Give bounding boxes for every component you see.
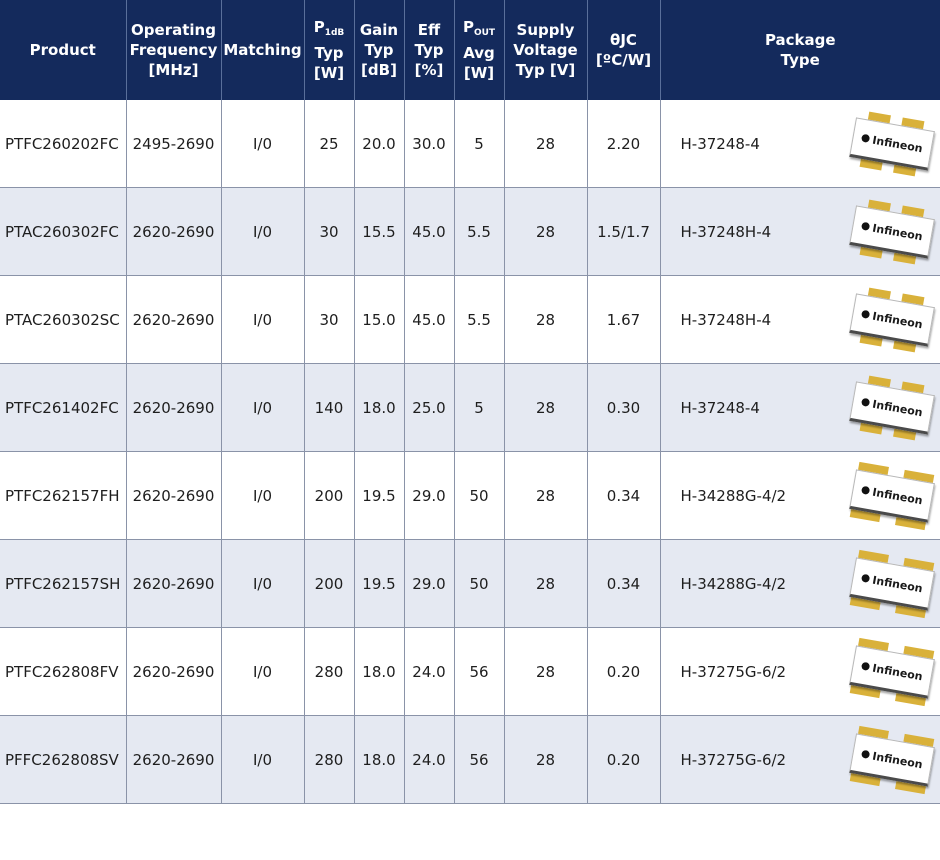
cell-theta: 0.20: [587, 716, 660, 804]
cell-theta: 0.34: [587, 540, 660, 628]
cell-p1db: 25: [304, 100, 354, 188]
cell-pout: 5.5: [454, 276, 504, 364]
cell-matching: I/0: [221, 628, 304, 716]
table-header: [0, 0, 940, 100]
package-type-label: H-34288G-4/2: [680, 486, 787, 505]
logo-text: Infineon: [871, 396, 924, 419]
cell-freq: 2620-2690: [126, 628, 221, 716]
logo-dot-icon: [861, 221, 870, 230]
package-type-label: H-37248-4: [680, 134, 760, 153]
header-product: Product: [0, 0, 126, 100]
table-body: [0, 100, 940, 804]
cell-package: [660, 364, 940, 452]
header-package: Package Type: [660, 0, 940, 100]
logo-dot-icon: [861, 309, 870, 318]
cell-matching: I/0: [221, 540, 304, 628]
package-type-label: H-37275G-6/2: [680, 750, 787, 769]
cell-pout: 56: [454, 628, 504, 716]
logo-dot-icon: [861, 133, 870, 142]
cell-pout: 5: [454, 364, 504, 452]
header-frequency: Operating Frequency [MHz]: [126, 0, 221, 100]
cell-p1db: 30: [304, 188, 354, 276]
package-type-label: H-37248H-4: [680, 222, 772, 241]
cell-gain: 15.0: [354, 276, 404, 364]
cell-eff: 29.0: [404, 452, 454, 540]
cell-package: [660, 188, 940, 276]
package-type-label: H-37248-4: [680, 398, 760, 417]
package-type-label: H-34288G-4/2: [680, 574, 787, 593]
cell-product: PTFC261402FC: [0, 364, 126, 452]
cell-product: PTFC262157FH: [0, 452, 126, 540]
table-row: [0, 540, 940, 628]
cell-p1db: 280: [304, 716, 354, 804]
cell-p1db: 280: [304, 628, 354, 716]
cell-matching: I/0: [221, 188, 304, 276]
cell-p1db: 30: [304, 276, 354, 364]
table-row: [0, 716, 940, 804]
table-row: [0, 276, 940, 364]
cell-p1db: 200: [304, 540, 354, 628]
logo-text: Infineon: [871, 572, 924, 595]
package-chip-image: [843, 634, 940, 708]
header-supply: Supply Voltage Typ [V]: [504, 0, 587, 100]
logo-dot-icon: [861, 397, 870, 406]
cell-gain: 18.0: [354, 364, 404, 452]
cell-eff: 25.0: [404, 364, 454, 452]
cell-supply: 28: [504, 364, 587, 452]
header-theta: θJC [ºC/W]: [587, 0, 660, 100]
logo-text: Infineon: [871, 220, 924, 243]
header-gain: Gain Typ [dB]: [354, 0, 404, 100]
cell-package: [660, 276, 940, 364]
cell-matching: I/0: [221, 100, 304, 188]
cell-supply: 28: [504, 716, 587, 804]
cell-matching: I/0: [221, 364, 304, 452]
cell-p1db: 140: [304, 364, 354, 452]
cell-package: [660, 100, 940, 188]
cell-pout: 5.5: [454, 188, 504, 276]
cell-pout: 5: [454, 100, 504, 188]
cell-freq: 2620-2690: [126, 364, 221, 452]
cell-pout: 50: [454, 540, 504, 628]
cell-product: PTFC262808FV: [0, 628, 126, 716]
cell-theta: 0.20: [587, 628, 660, 716]
cell-eff: 29.0: [404, 540, 454, 628]
cell-freq: 2620-2690: [126, 276, 221, 364]
logo-text: Infineon: [871, 308, 924, 331]
cell-pout: 50: [454, 452, 504, 540]
cell-matching: I/0: [221, 276, 304, 364]
table-row: [0, 452, 940, 540]
cell-product: PTFC262157SH: [0, 540, 126, 628]
cell-p1db: 200: [304, 452, 354, 540]
package-chip-image: [843, 458, 940, 532]
cell-freq: 2620-2690: [126, 540, 221, 628]
logo-text: Infineon: [871, 660, 924, 683]
logo-text: Infineon: [871, 484, 924, 507]
cell-supply: 28: [504, 628, 587, 716]
package-type-label: H-37275G-6/2: [680, 662, 787, 681]
header-matching: Matching: [221, 0, 304, 100]
cell-gain: 20.0: [354, 100, 404, 188]
cell-gain: 19.5: [354, 540, 404, 628]
cell-eff: 45.0: [404, 188, 454, 276]
package-chip-image: [843, 194, 940, 268]
cell-pout: 56: [454, 716, 504, 804]
cell-eff: 24.0: [404, 716, 454, 804]
cell-supply: 28: [504, 100, 587, 188]
header-pout: $P_{OUT}$ Avg [W]: [454, 0, 504, 100]
cell-product: PTAC260302FC: [0, 188, 126, 276]
header-p1db: $P_{1dB}$ Typ [W]: [304, 0, 354, 100]
cell-package: [660, 628, 940, 716]
cell-theta: 1.5/1.7: [587, 188, 660, 276]
cell-theta: 1.67: [587, 276, 660, 364]
cell-gain: 18.0: [354, 716, 404, 804]
logo-dot-icon: [861, 749, 870, 758]
logo-dot-icon: [861, 573, 870, 582]
cell-package: [660, 452, 940, 540]
cell-product: PTAC260302SC: [0, 276, 126, 364]
cell-product: PFFC262808SV: [0, 716, 126, 804]
package-chip-image: [843, 370, 940, 444]
table-row: [0, 100, 940, 188]
cell-freq: 2620-2690: [126, 452, 221, 540]
logo-dot-icon: [861, 661, 870, 670]
logo-text: Infineon: [871, 132, 924, 155]
cell-matching: I/0: [221, 716, 304, 804]
package-type-label: H-37248H-4: [680, 310, 772, 329]
cell-supply: 28: [504, 452, 587, 540]
cell-theta: 0.30: [587, 364, 660, 452]
package-chip-image: [843, 106, 940, 180]
cell-eff: 30.0: [404, 100, 454, 188]
cell-eff: 24.0: [404, 628, 454, 716]
cell-package: [660, 540, 940, 628]
table-row: [0, 188, 940, 276]
header-eff: Eff Typ [%]: [404, 0, 454, 100]
cell-theta: 0.34: [587, 452, 660, 540]
cell-gain: 18.0: [354, 628, 404, 716]
cell-package: [660, 716, 940, 804]
cell-supply: 28: [504, 188, 587, 276]
package-chip-image: [843, 722, 940, 796]
cell-gain: 19.5: [354, 452, 404, 540]
logo-text: Infineon: [871, 748, 924, 771]
package-chip-image: [843, 546, 940, 620]
cell-theta: 2.20: [587, 100, 660, 188]
cell-freq: 2620-2690: [126, 716, 221, 804]
cell-eff: 45.0: [404, 276, 454, 364]
cell-gain: 15.5: [354, 188, 404, 276]
cell-product: PTFC260202FC: [0, 100, 126, 188]
cell-matching: I/0: [221, 452, 304, 540]
cell-freq: 2620-2690: [126, 188, 221, 276]
table-row: [0, 628, 940, 716]
table-row: [0, 364, 940, 452]
cell-supply: 28: [504, 276, 587, 364]
cell-supply: 28: [504, 540, 587, 628]
cell-freq: 2495-2690: [126, 100, 221, 188]
logo-dot-icon: [861, 485, 870, 494]
package-chip-image: [843, 282, 940, 356]
